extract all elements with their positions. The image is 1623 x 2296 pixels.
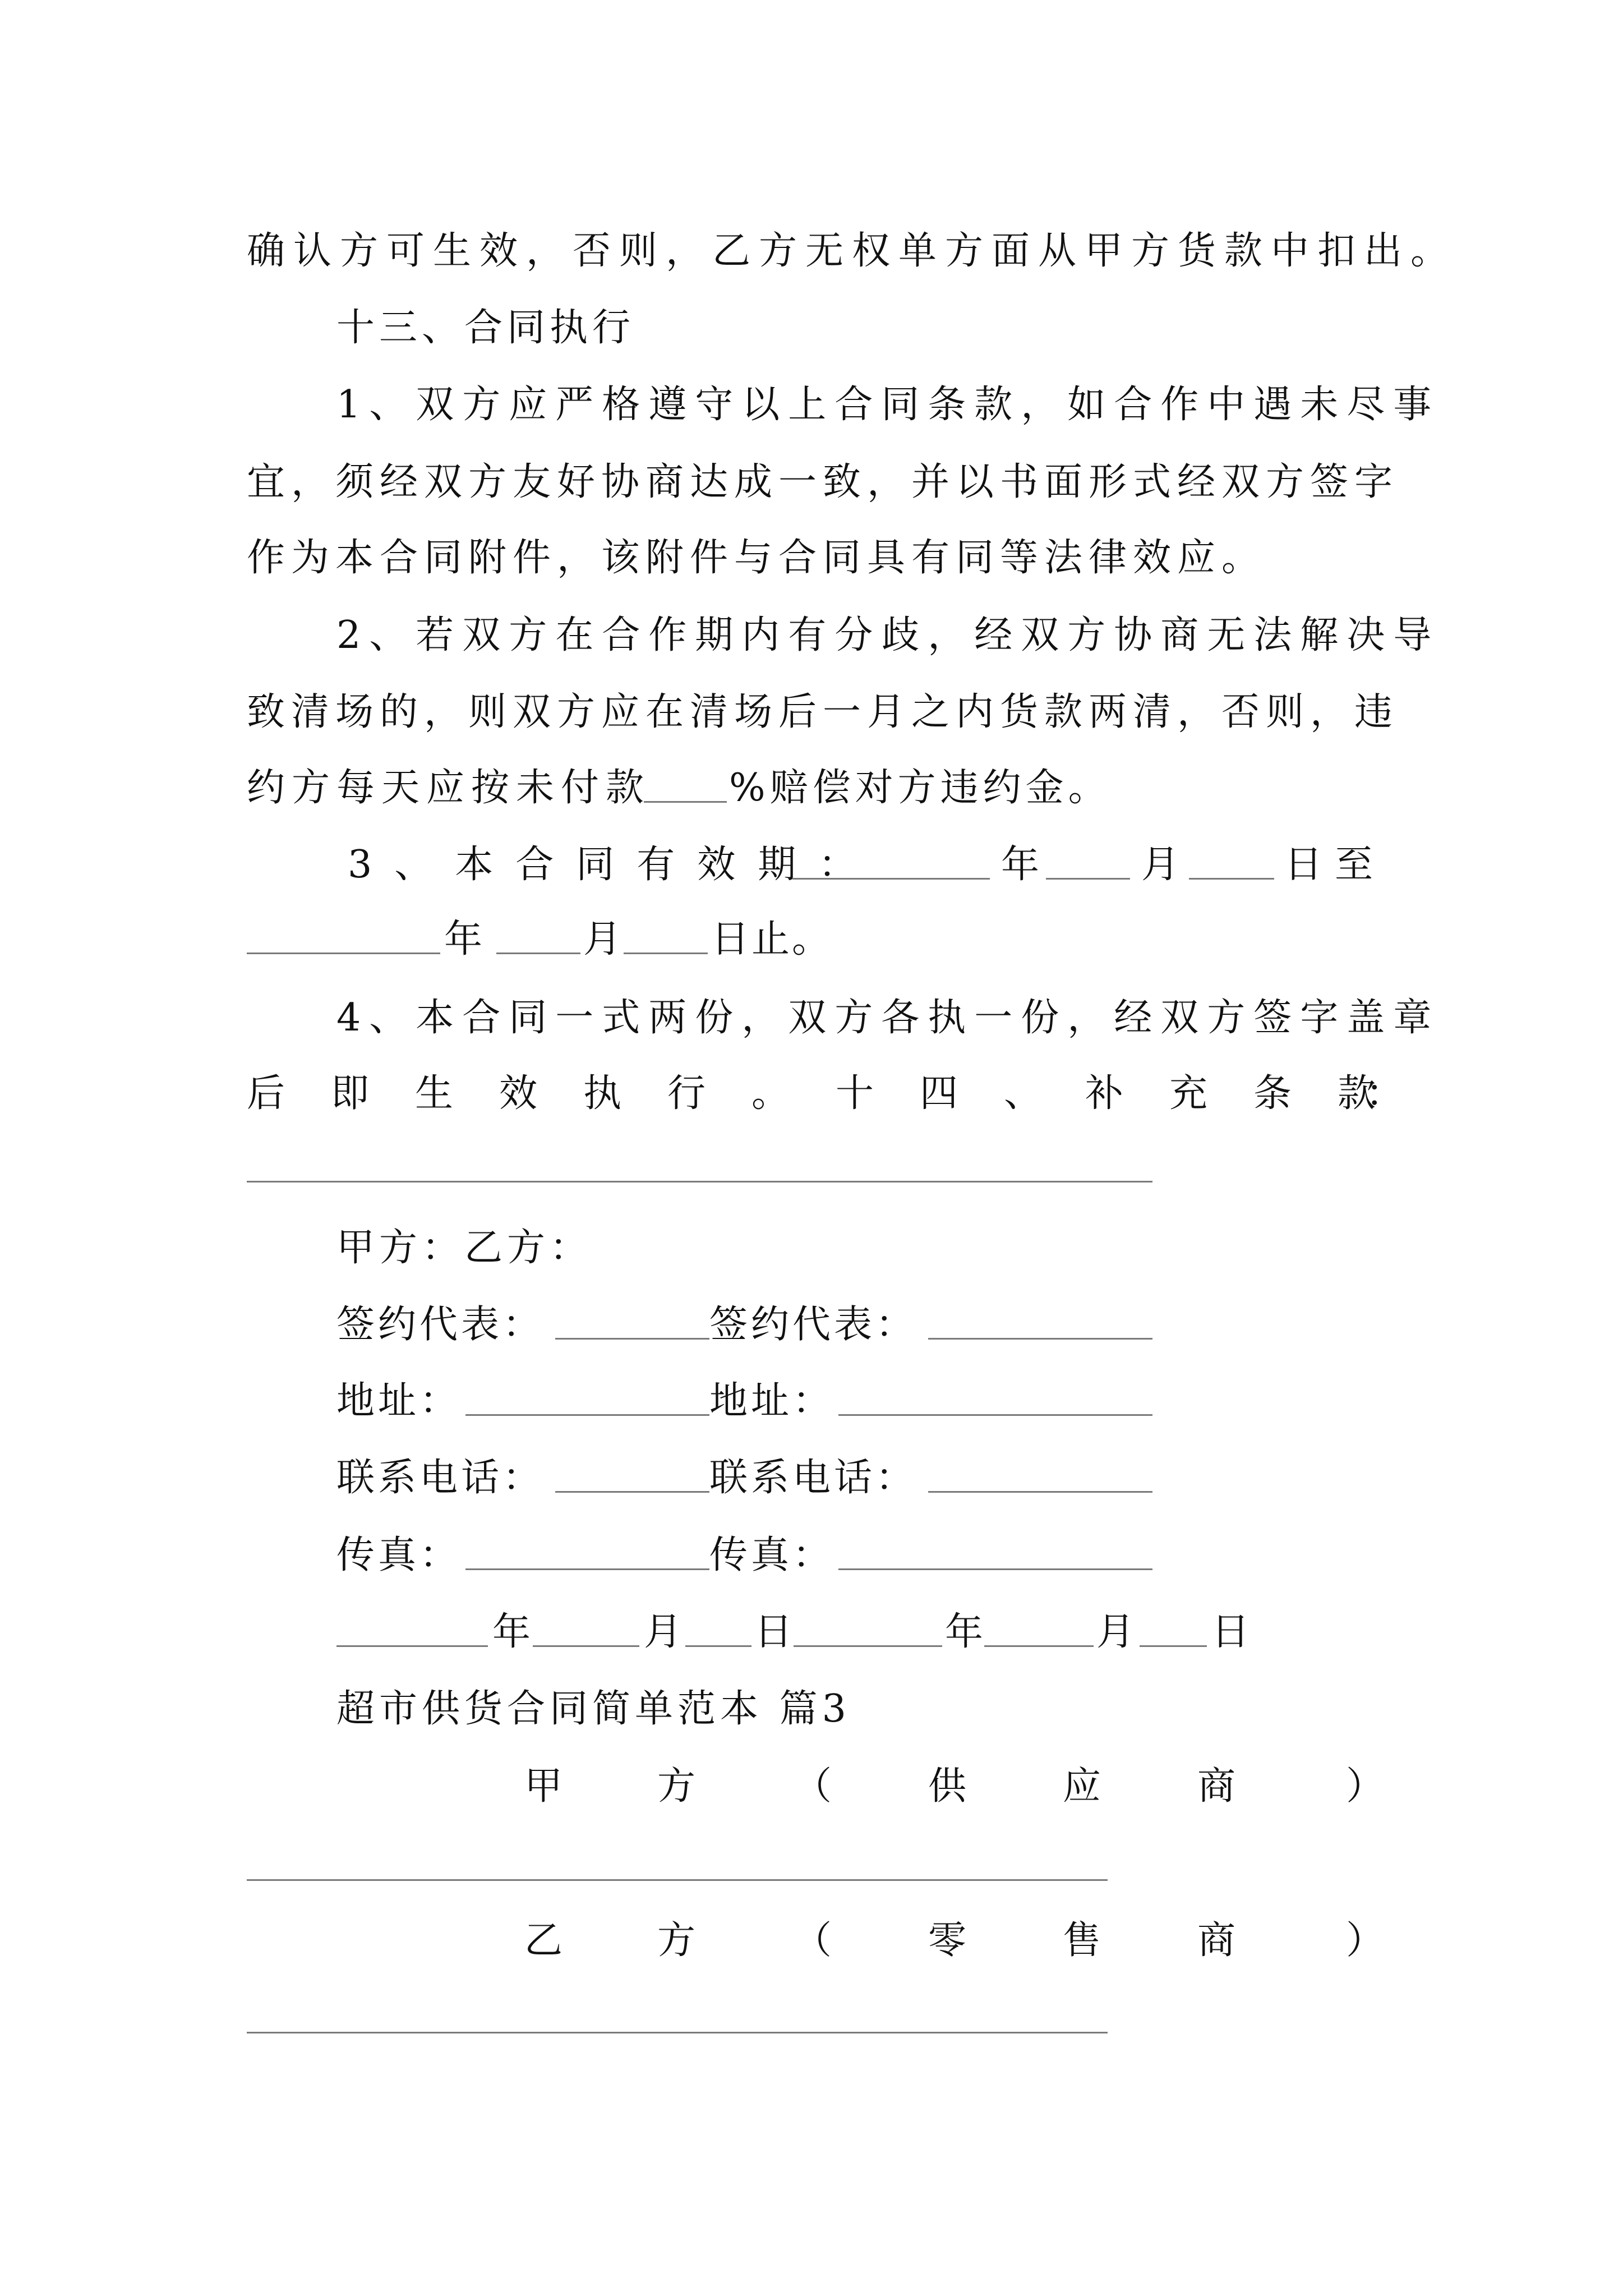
fax-b-blank	[838, 1568, 1152, 1570]
spread-char: 即	[331, 1071, 370, 1116]
year-label: 年	[1001, 843, 1040, 887]
spread-char: 十	[836, 1071, 874, 1116]
parties-label: 甲方：乙方：	[336, 1226, 593, 1270]
spread-char: 后	[247, 1071, 285, 1116]
line-text: 致清场的，则双方应在清场后一月之内货款两清，否则，违	[247, 690, 1399, 734]
year-b-label: 年	[945, 1610, 984, 1654]
addr-a-blank	[465, 1414, 709, 1416]
spread-char: 充	[1169, 1071, 1208, 1116]
spread-char: （	[794, 1918, 832, 1963]
rep-b-blank	[928, 1338, 1152, 1340]
spread-char: 。	[751, 1071, 790, 1116]
spread-char: 售	[1063, 1918, 1101, 1963]
line-text: 4、本合同一式两份，双方各执一份，经双方签字盖章	[336, 996, 1440, 1040]
spread-char: （	[794, 1764, 832, 1809]
year-a-label: 年	[492, 1610, 531, 1654]
line-text: 2、若双方在合作期内有分歧，经双方协商无法解决导	[336, 613, 1440, 657]
blank-underline	[1189, 878, 1274, 880]
addr-a-label: 地址：	[336, 1379, 462, 1423]
spread-char: 效	[499, 1071, 538, 1116]
spread-char: 条	[1253, 1071, 1292, 1116]
line-text: 宜，须经双方友好协商达成一致，并以书面形式经双方签字	[247, 460, 1399, 504]
addr-b-label: 地址：	[709, 1379, 834, 1423]
section-title-text: 超市供货合同简单范本 篇3	[336, 1687, 851, 1731]
phone-a-blank	[555, 1491, 709, 1493]
rep-b-label: 签约代表：	[709, 1303, 917, 1347]
party-a-underline	[247, 1879, 1108, 1881]
fax-b-label: 传真：	[709, 1533, 834, 1577]
rep-a-label: 签约代表：	[336, 1303, 545, 1347]
month-a-label: 月	[644, 1610, 683, 1654]
line-text: 3、本合同有效期：	[348, 843, 879, 887]
blank-underline	[792, 878, 990, 880]
spread-char: ）	[1346, 1764, 1385, 1809]
line-text: 作为本合同附件，该附件与合同具有同等法律效应。	[247, 536, 1266, 580]
date-blank	[984, 1645, 1094, 1647]
phone-b-label: 联系电话：	[709, 1456, 917, 1500]
spread-char: 款	[1338, 1071, 1376, 1116]
blank-underline	[247, 953, 440, 954]
day-label: 日至	[1284, 843, 1386, 887]
date-blank	[533, 1645, 639, 1647]
spread-char: 生	[415, 1071, 454, 1116]
month-label: 月	[1141, 843, 1180, 887]
phone-a-label: 联系电话：	[336, 1456, 545, 1500]
spread-char: 行	[667, 1071, 706, 1116]
day-a-label: 日	[754, 1610, 793, 1654]
spread-char: 零	[928, 1918, 967, 1963]
spread-char: 方	[657, 1764, 696, 1809]
date-blank	[1140, 1645, 1207, 1647]
month-label: 月	[583, 917, 622, 961]
spread-char: 方	[657, 1918, 696, 1963]
month-b-label: 月	[1096, 1610, 1135, 1654]
spread-char: 、	[1004, 1071, 1043, 1116]
blank-underline	[624, 953, 708, 954]
fax-a-blank	[465, 1568, 709, 1570]
blank-underline	[496, 953, 580, 954]
party-b-underline	[247, 2032, 1108, 2033]
line-text: 确认方可生效，否则，乙方无权单方面从甲方货款中扣出。	[247, 229, 1458, 273]
spread-char: ）	[1346, 1918, 1385, 1963]
date-blank	[794, 1645, 942, 1647]
spread-char: 四	[920, 1071, 958, 1116]
phone-b-blank	[928, 1491, 1152, 1493]
spread-char: 补	[1085, 1071, 1124, 1116]
spread-char: 乙	[524, 1918, 563, 1963]
percent-text: %赔偿对方违约金。	[729, 766, 1111, 810]
spread-char: 商	[1197, 1918, 1236, 1963]
line-text: 1、双方应严格遵守以上合同条款，如合作中遇未尽事	[336, 383, 1440, 427]
spread-char: 供	[928, 1764, 967, 1809]
supplementary-terms-underline	[247, 1181, 1152, 1182]
spread-char: 应	[1063, 1764, 1101, 1809]
rep-a-blank	[555, 1338, 709, 1340]
date-blank	[336, 1645, 488, 1647]
spread-char: ：	[1366, 1071, 1404, 1116]
blank-underline	[644, 801, 727, 803]
addr-b-blank	[838, 1414, 1152, 1416]
line-text: 约方每天应按未付款	[247, 766, 651, 810]
heading-text: 十三、合同执行	[336, 306, 635, 350]
year-label: 年	[444, 917, 483, 961]
spread-char: 商	[1197, 1764, 1236, 1809]
spread-char: 甲	[524, 1764, 563, 1809]
fax-a-label: 传真：	[336, 1533, 462, 1577]
day-b-label: 日	[1211, 1610, 1250, 1654]
date-blank	[685, 1645, 751, 1647]
blank-underline	[1046, 878, 1130, 880]
spread-char: 执	[583, 1071, 622, 1116]
day-label: 日止。	[711, 917, 833, 961]
